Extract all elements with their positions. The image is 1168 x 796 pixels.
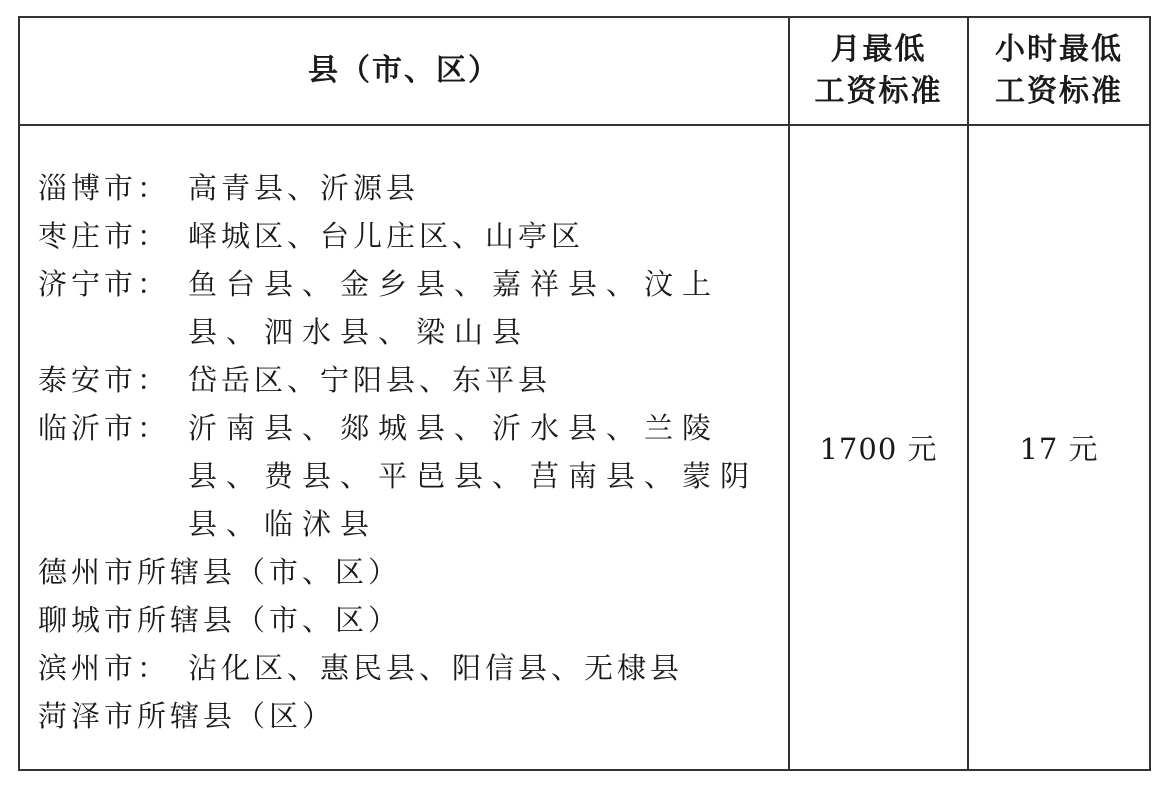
region-counties: 高青县、沂源县	[188, 171, 420, 205]
region-list	[20, 126, 788, 740]
table-header-row	[19, 17, 1150, 125]
list-item	[38, 644, 788, 692]
region-city: 济宁市：	[38, 267, 171, 301]
list-item	[38, 548, 788, 596]
header-hourly-line-1: 小时最低	[995, 32, 1123, 67]
region-city: 滨州市：	[38, 651, 171, 685]
region-city: 德州市所辖县（市、区）	[38, 555, 402, 589]
header-hourly-line-2: 工资标准	[995, 74, 1123, 109]
header-monthly-line-2: 工资标准	[814, 74, 943, 109]
region-counties: 岱岳区、宁阳县、东平县	[188, 363, 552, 397]
monthly-wage-value: 1700 元	[789, 125, 968, 770]
list-item	[38, 356, 788, 404]
list-item	[38, 596, 788, 644]
region-city: 淄博市：	[38, 171, 171, 205]
region-city: 泰安市：	[38, 363, 171, 397]
list-item	[38, 260, 788, 356]
region-counties: 沂南县、郯城县、沂水县、兰陵县、费县、平邑县、莒南县、蒙阴县、临沭县	[188, 411, 759, 541]
hourly-wage-value: 17 元	[968, 125, 1150, 770]
region-city: 聊城市所辖县（市、区）	[38, 603, 402, 637]
list-item	[38, 404, 788, 548]
region-counties: 鱼台县、金乡县、嘉祥县、汶上县、泗水县、梁山县	[188, 267, 721, 349]
region-city: 临沂市：	[38, 411, 171, 445]
list-item	[38, 692, 788, 740]
header-region	[19, 17, 789, 125]
region-cell	[19, 125, 789, 770]
header-monthly-wage	[789, 17, 968, 125]
header-hourly-wage	[968, 17, 1150, 125]
list-item	[38, 212, 788, 260]
region-city: 枣庄市：	[38, 219, 171, 253]
header-region-label: 县（市、区）	[308, 53, 500, 88]
region-counties: 沾化区、惠民县、阳信县、无棣县	[188, 651, 684, 685]
minimum-wage-table	[18, 16, 1151, 771]
region-counties: 峄城区、台儿庄区、山亭区	[188, 219, 585, 253]
list-item	[38, 164, 788, 212]
table-row	[19, 125, 1150, 770]
region-city: 菏泽市所辖县（区）	[38, 699, 336, 733]
header-monthly-line-1: 月最低	[830, 32, 927, 67]
